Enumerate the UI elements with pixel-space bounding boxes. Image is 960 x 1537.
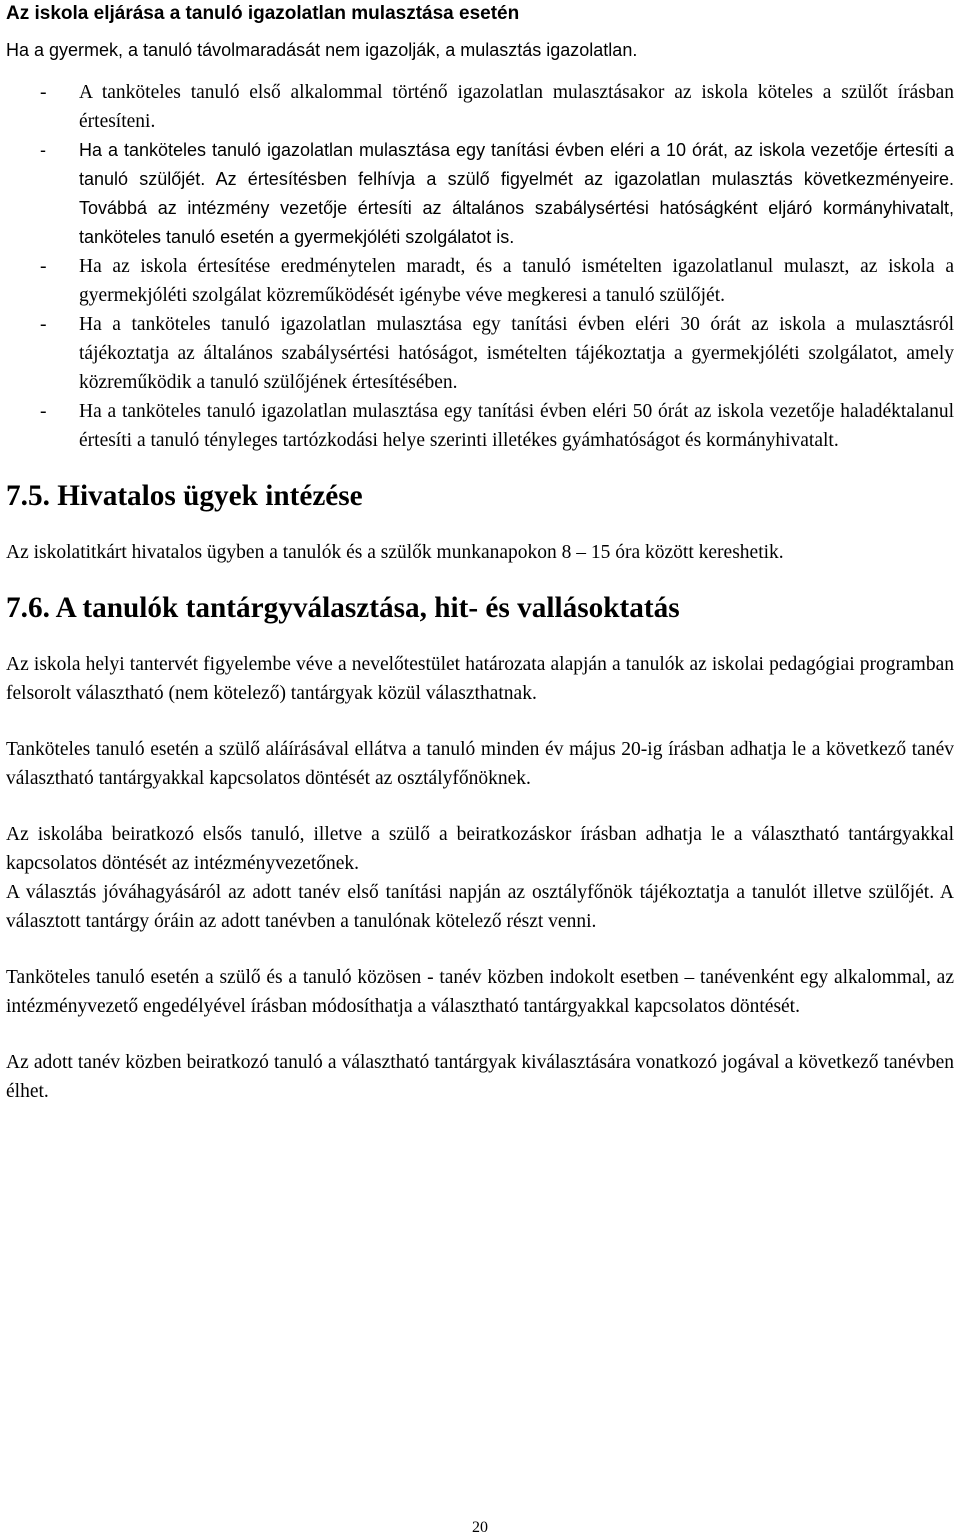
list-item-text: Ha a tanköteles tanuló igazolatlan mulasztása egy tanítási évben eléri 30 órát az iskola a mulasztásról tájékoztatja az általános szabálysértési hatóságot, ismételten tájékoztatja a gyermekjóléti szolgálatot, amely közreműködik a tanuló szülőjének értesítésében. [79, 314, 954, 393]
dash-bullet: - [40, 401, 47, 422]
document-page [6, 0, 954, 1106]
paragraph: Az iskola helyi tantervét figyelembe véve a nevelőtestület határozata alapján a tanulók az iskolai pedagógiai programban felsorolt választható (nem kötelező) tantárgyak közül választhatnak. [6, 654, 954, 704]
list-item [6, 136, 954, 252]
dash-bullet: - [40, 256, 47, 277]
dash-bullet: - [40, 82, 47, 103]
spacer [6, 708, 954, 735]
dash-bullet: - [40, 140, 46, 160]
list-item-text: A tanköteles tanuló első alkalommal történő igazolatlan mulasztásakor az iskola köteles a szülőt írásban értesíteni. [79, 82, 954, 132]
spacer [6, 455, 954, 482]
dash-list [6, 78, 954, 455]
list-item-text: Továbbá az intézmény vezetője értesíti az általános szabálysértési hatóságként eljáró kormányhivatalt, tanköteles tanuló esetén a gyermekjóléti szolgálatot is. [79, 198, 954, 247]
spacer [6, 793, 954, 820]
section-title-7-5: 7.5. Hivatalos ügyek intézése [6, 480, 363, 512]
paragraph: Tanköteles tanuló esetén a szülő aláírásával ellátva a tanuló minden év május 20-ig írásban adhatja le a következő tanév választható tantárgyakkal kapcsolatos döntését az osztályfőnöknek. [6, 739, 954, 789]
spacer [6, 511, 954, 538]
section-title-7-6: 7.6. A tanulók tantárgyválasztása, hit- és vallásoktatás [6, 592, 680, 624]
list-item-text: Az értesítésben felhívja a szülő figyelmét az igazolatlan mulasztás következményeire. [215, 169, 954, 189]
spacer [6, 567, 954, 594]
spacer [6, 1021, 954, 1048]
paragraph: Az iskolatitkárt hivatalos ügyben a tanulók és a szülők munkanapokon 8 – 15 óra között kereshetik. [6, 542, 784, 563]
list-item [6, 397, 954, 455]
paragraph: Az adott tanév közben beiratkozó tanuló a választható tantárgyak kiválasztására vonatkozó jogával a következő tanévben élhet. [6, 1052, 954, 1102]
paragraph: A választás jóváhagyásáról az adott tanév első tanítási napján az osztályfőnök tájékoztatja a tanulót illetve szülőjét. A választott tantárgy óráin az adott tanévben a tanulónak kötelező részt venni. [6, 882, 954, 932]
spacer [6, 623, 954, 650]
intro-paragraph: Ha a gyermek, a tanuló távolmaradását nem igazolják, a mulasztás igazolatlan. [6, 40, 638, 60]
dash-bullet: - [40, 314, 47, 335]
list-item-text: Ha a tanköteles tanuló igazolatlan mulasztása egy tanítási évben eléri 50 órát az iskola vezetője haladéktalanul értesíti a tanuló tényleges tartózkodási helye szerinti illetékes gyámhatóságot és kormányhivatalt. [79, 401, 954, 451]
list-item-text: Ha a tanköteles tanuló igazolatlan mulasztása egy tanítási évben eléri a 10 órát, az iskola vezetője értesíti a tanuló szülőjét. [79, 140, 954, 189]
spacer [6, 936, 954, 963]
page-number: 20 [472, 1519, 488, 1536]
list-item [6, 252, 954, 310]
list-item-text: Ha az iskola értesítése eredménytelen maradt, és a tanuló ismételten igazolatlanul mulaszt, az iskola a gyermekjóléti szolgálat közreműködését igénybe véve megkeresi a tanuló szülőjét. [79, 256, 954, 306]
list-item [6, 78, 954, 136]
paragraph: Tanköteles tanuló esetén a szülő és a tanuló közösen - tanév közben indokolt esetben – tanévenként egy alkalommal, az intézményvezető engedélyével írásban módosíthatja a választható tantárgyakkal kapcsolatos döntését. [6, 967, 954, 1017]
section-heading: Az iskola eljárása a tanuló igazolatlan mulasztása esetén [6, 3, 520, 24]
paragraph: Az iskolába beiratkozó elsős tanuló, illetve a szülő a beiratkozáskor írásban adhatja le a választható tantárgyakkal kapcsolatos döntését az intézményvezetőnek. [6, 824, 954, 874]
list-item [6, 310, 954, 397]
